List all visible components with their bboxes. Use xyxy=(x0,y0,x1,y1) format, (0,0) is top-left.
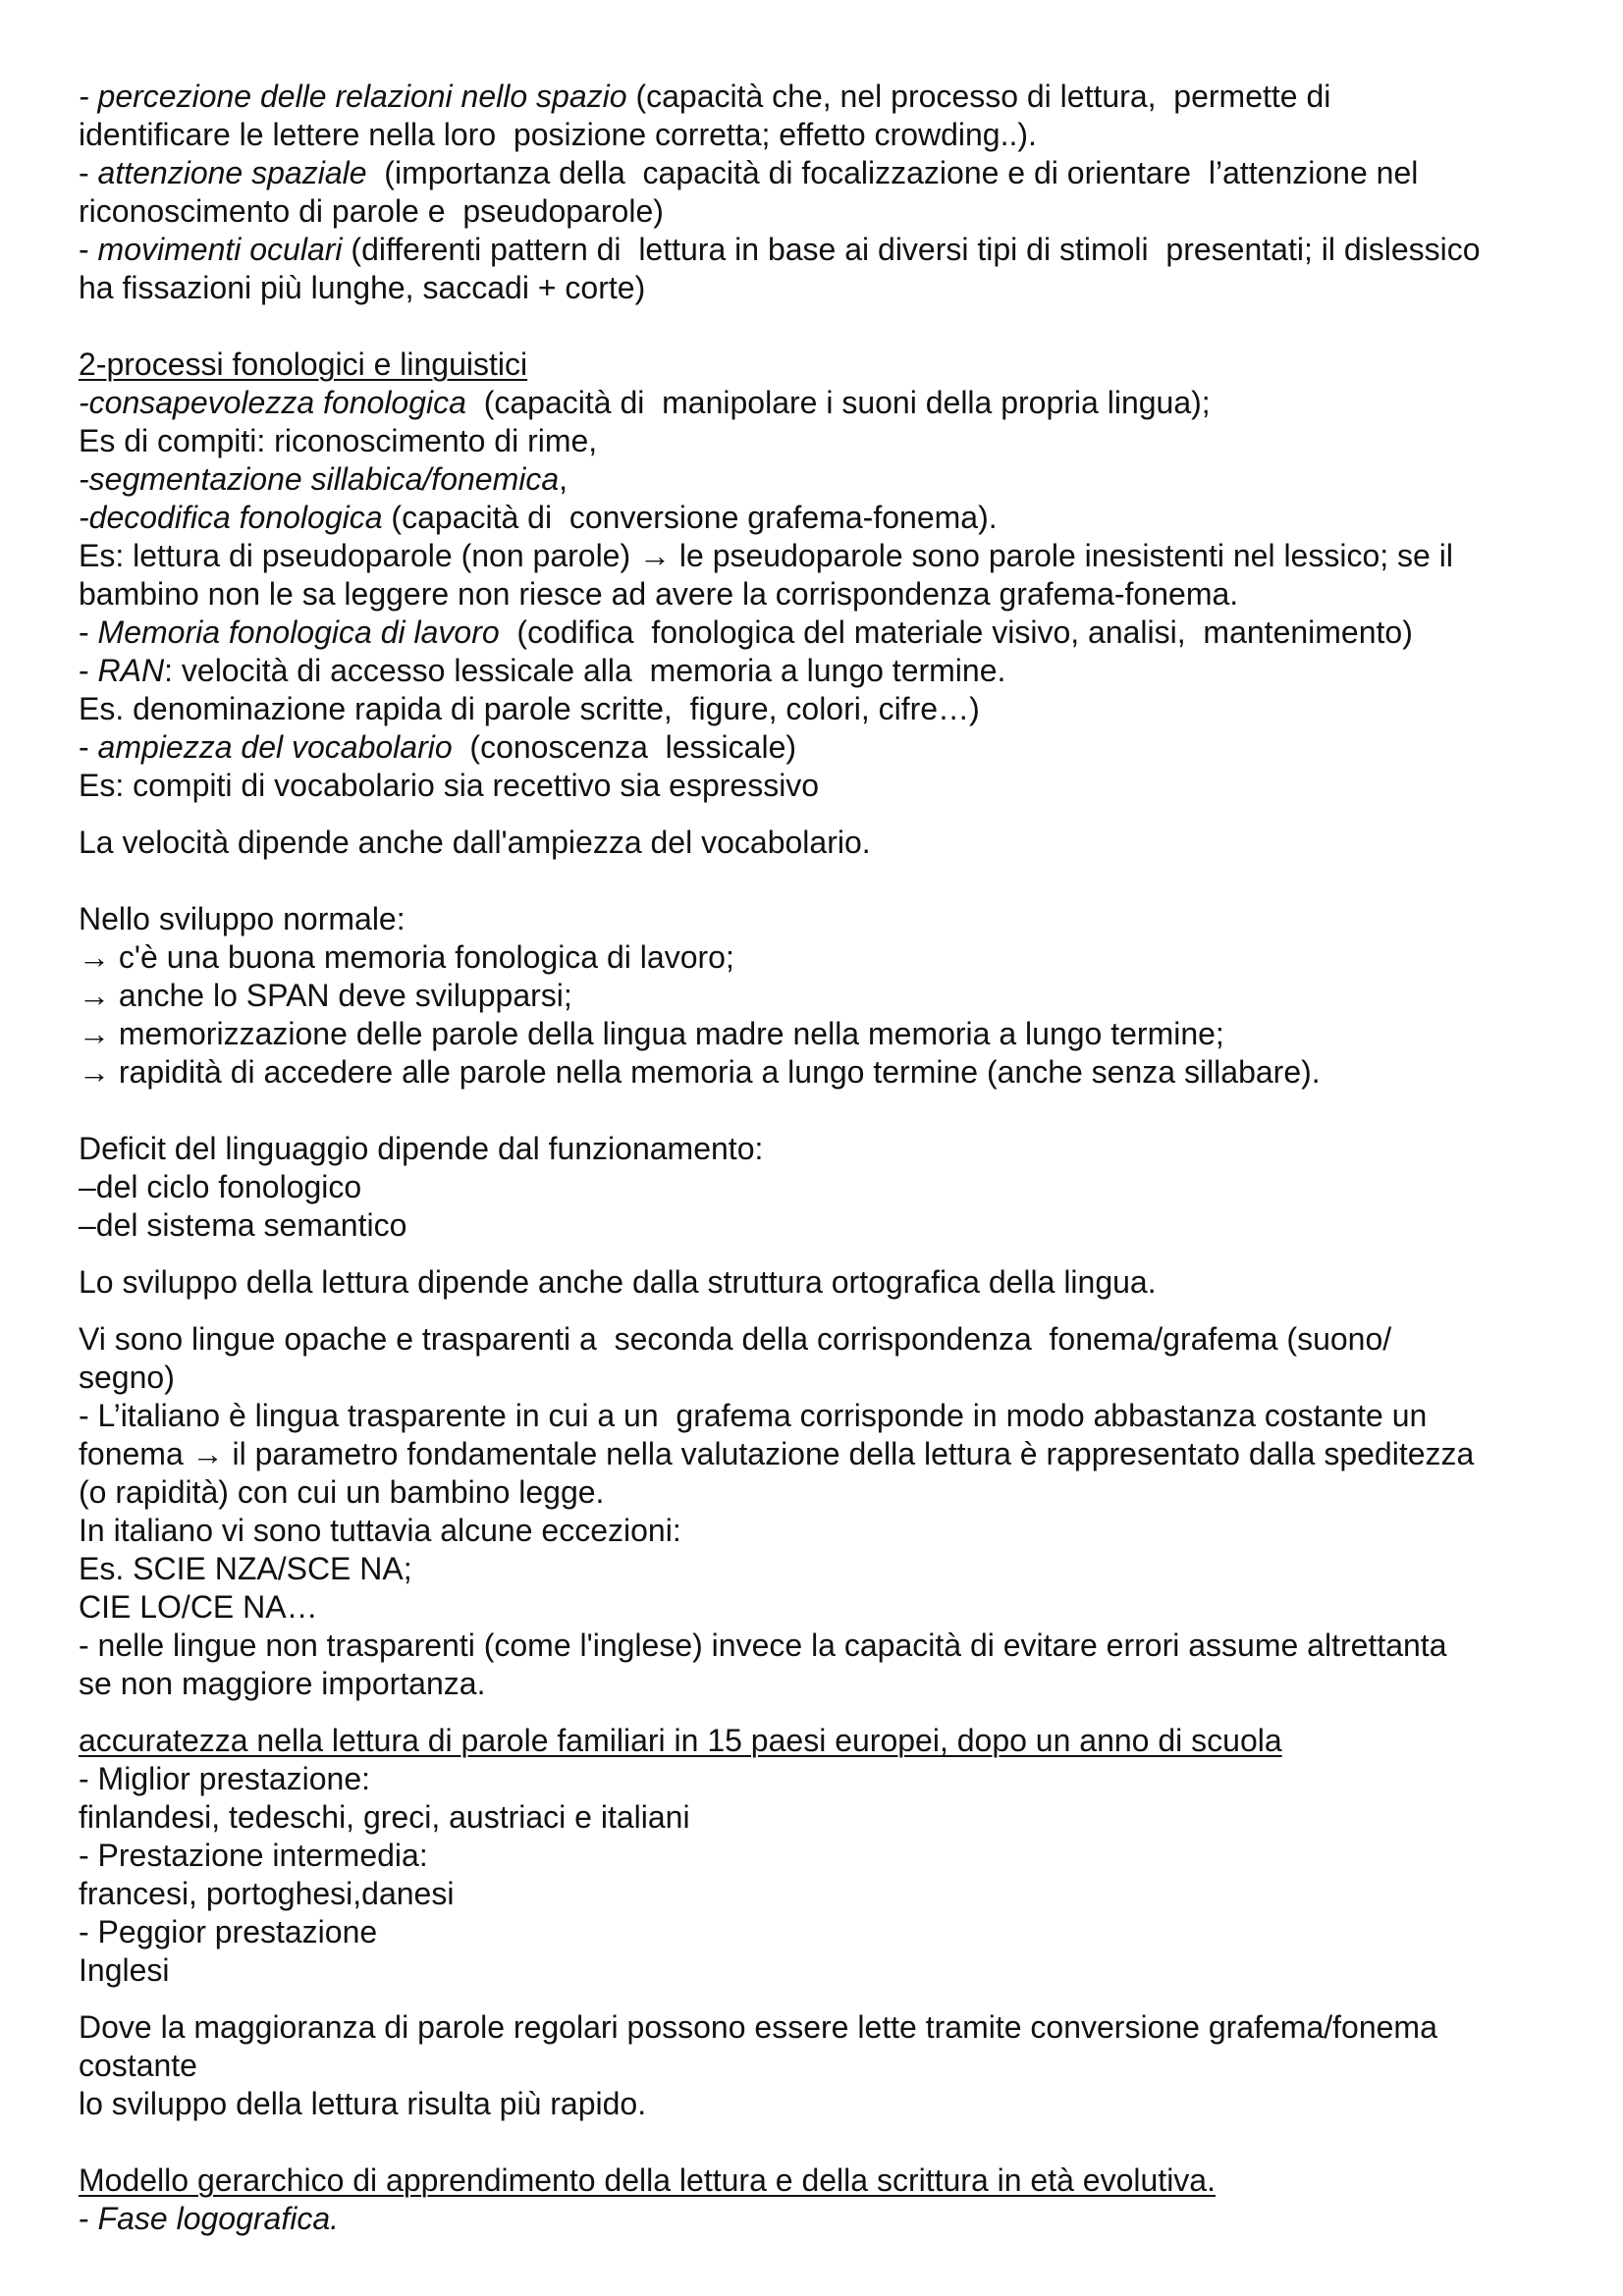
italic-term: -decodifica fonologica xyxy=(79,500,383,535)
text-line: - ampiezza del vocabolario (conoscenza lessicale) xyxy=(79,729,797,765)
text-line: Deficit del linguaggio dipende dal funzionamento: xyxy=(79,1131,764,1166)
text-line: CIE LO/CE NA… xyxy=(79,1589,318,1625)
list-item: → memorizzazione delle parole della lingua madre nella memoria a lungo termine; xyxy=(79,1016,1224,1051)
text-line: Nello sviluppo normale: xyxy=(79,901,406,936)
paragraph: Lo sviluppo della lettura dipende anche dalla struttura ortografica della lingua. xyxy=(79,1264,1157,1300)
spacer xyxy=(79,1092,1561,1130)
list-item: –del sistema semantico xyxy=(79,1207,407,1243)
text-line: francesi, portoghesi,danesi xyxy=(79,1876,455,1911)
text-line: segno) xyxy=(79,1360,175,1395)
text-line: - movimenti oculari (differenti pattern di lettura in base ai diversi tipi di stimoli presentati; il dislessico xyxy=(79,232,1481,267)
section-normal-development xyxy=(79,900,1561,1092)
text-line: fonema → il parametro fondamentale nella valutazione della lettura è rappresentato dalla speditezza xyxy=(79,1436,1475,1471)
italic-term: ampiezza del vocabolario xyxy=(97,729,453,765)
text-line: costante xyxy=(79,2048,197,2083)
list-item: –del ciclo fonologico xyxy=(79,1169,362,1204)
spacer xyxy=(79,805,1561,824)
text-line: lo sviluppo della lettura risulta più rapido. xyxy=(79,2086,647,2121)
text-line: - RAN: velocità di accesso lessicale alla memoria a lungo termine. xyxy=(79,653,1006,688)
text-line: Dove la maggioranza di parole regolari possono essere lette tramite conversione grafema/fonema xyxy=(79,2009,1437,2045)
section-heading: Modello gerarchico di apprendimento della lettura e della scrittura in età evolutiva. xyxy=(79,2163,1216,2198)
section-heading: accuratezza nella lettura di parole familiari in 15 paesi europei, dopo un anno di scuola xyxy=(79,1723,1282,1758)
text-line: -decodifica fonologica (capacità di conversione grafema-fonema). xyxy=(79,500,998,535)
list-item: → rapidità di accedere alle parole nella memoria a lungo termine (anche senza sillabare). xyxy=(79,1054,1321,1090)
text-line: - Peggior prestazione xyxy=(79,1914,378,1949)
text-line: identificare le lettere nella loro posizione corretta; effetto crowding..). xyxy=(79,117,1037,152)
italic-term: -consapevolezza fonologica xyxy=(79,385,466,420)
text-line: -segmentazione sillabica/fonemica, xyxy=(79,461,568,497)
text-line: - percezione delle relazioni nello spazio (capacità che, nel processo di lettura, permette di xyxy=(79,79,1331,114)
spacer xyxy=(79,1990,1561,2008)
text-line: - Memoria fonologica di lavoro (codifica fonologica del materiale visivo, analisi, mantenimento) xyxy=(79,614,1413,650)
text-line: - attenzione spaziale (importanza della capacità di focalizzazione e di orientare l’attenzione nel xyxy=(79,155,1419,190)
italic-term: -segmentazione sillabica/fonemica xyxy=(79,461,560,497)
text-line: finlandesi, tedeschi, greci, austriaci e italiani xyxy=(79,1799,690,1835)
text-line: In italiano vi sono tuttavia alcune eccezioni: xyxy=(79,1513,681,1548)
paragraph: La velocità dipende anche dall'ampiezza del vocabolario. xyxy=(79,825,871,860)
italic-term: - percezione delle relazioni nello spazio xyxy=(79,79,627,114)
text-line: Inglesi xyxy=(79,1952,170,1988)
text-line: Es. SCIE NZA/SCE NA; xyxy=(79,1551,412,1586)
section-languages xyxy=(79,1320,1561,1703)
text-line: ha fissazioni più lunghe, saccadi + corte) xyxy=(79,270,646,305)
text-line: Es: lettura di pseudoparole (non parole) → le pseudoparole sono parole inesistenti nel lessico; se il xyxy=(79,538,1453,573)
text-line: (o rapidità) con cui un bambino legge. xyxy=(79,1474,605,1510)
text-line: - nelle lingue non trasparenti (come l'inglese) invece la capacità di evitare errori assume altrettanta xyxy=(79,1628,1447,1663)
text-line: Es di compiti: riconoscimento di rime, xyxy=(79,423,598,458)
italic-term: RAN xyxy=(97,653,165,688)
spacer xyxy=(79,862,1561,900)
spacer xyxy=(79,1302,1561,1320)
section-visual-processes xyxy=(79,78,1561,307)
italic-term: attenzione spaziale xyxy=(97,155,367,190)
section-hierarchical-model xyxy=(79,2162,1561,2238)
spacer xyxy=(79,307,1561,346)
section-regular-words xyxy=(79,2008,1561,2123)
text-line: - L’italiano è lingua trasparente in cui a un grafema corrisponde in modo abbastanza costante un xyxy=(79,1398,1428,1433)
spacer xyxy=(79,2123,1561,2162)
text-line: -consapevolezza fonologica (capacità di manipolare i suoni della propria lingua); xyxy=(79,385,1211,420)
text-line: - Fase logografica. xyxy=(79,2201,340,2236)
text-line: - Miglior prestazione: xyxy=(79,1761,370,1796)
spacer xyxy=(79,1703,1561,1722)
list-item: → anche lo SPAN deve svilupparsi; xyxy=(79,978,572,1013)
section-phonological-processes xyxy=(79,346,1561,805)
section-deficit xyxy=(79,1130,1561,1245)
text-line: riconoscimento di parole e pseudoparole) xyxy=(79,193,664,229)
text-line: Vi sono lingue opache e trasparenti a seconda della corrispondenza fonema/grafema (suono/ xyxy=(79,1321,1392,1357)
italic-term: Memoria fonologica di lavoro xyxy=(97,614,500,650)
section-accuracy xyxy=(79,1722,1561,1990)
list-item: → c'è una buona memoria fonologica di lavoro; xyxy=(79,939,734,975)
italic-term: Fase logografica. xyxy=(97,2201,340,2236)
text-line: - Prestazione intermedia: xyxy=(79,1838,428,1873)
italic-term: movimenti oculari xyxy=(97,232,343,267)
text-line: bambino non le sa leggere non riesce ad avere la corrispondenza grafema-fonema. xyxy=(79,576,1239,612)
section-heading: 2-processi fonologici e linguistici xyxy=(79,347,528,382)
text-line: se non maggiore importanza. xyxy=(79,1666,486,1701)
text-line: Es: compiti di vocabolario sia recettivo sia espressivo xyxy=(79,768,820,803)
document-body xyxy=(79,78,1561,2238)
spacer xyxy=(79,1245,1561,1263)
text-line: Es. denominazione rapida di parole scritte, figure, colori, cifre…) xyxy=(79,691,980,726)
